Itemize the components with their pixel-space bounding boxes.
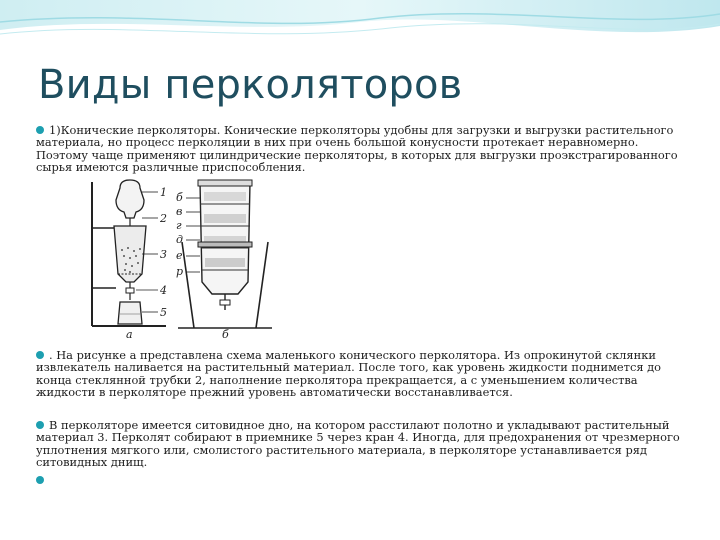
bullet-icon (36, 126, 44, 134)
figure-label-1: 1 (160, 186, 167, 199)
paragraph-sieve-bottom (36, 419, 686, 469)
percolator-diagram-b (172, 178, 282, 340)
figure-label-4: 4 (160, 284, 167, 297)
figure-caption-a: а (126, 328, 133, 341)
paragraph-figure-a-description (36, 349, 686, 399)
paragraph-text: В перколяторе имеется ситовидное дно, на котором расстилают полотно и укладывают растительный материал 3. Перколят собирают в приемнике 5 через кран 4. Иногда, для предохранения от чрезмерного уплотнения мягкого или, смолистого растительного материала, в перколяторе устанавливается ряд ситовидных днищ. (36, 418, 680, 470)
paragraph-text: 1)Конические перколяторы. Конические перколяторы удобны для загрузки и выгрузки растительного материала, но процесс перколяции в них при очень большой конусности протекает неравномерно. Поэтому чаще применяют цилиндрические перколяторы, в которых для выгрузки проэкстрагированного сырья имеются различные приспособления. (36, 123, 678, 175)
paragraph-conical-percolators (36, 124, 686, 174)
figure-label-g: г (176, 219, 182, 232)
slide-title: Виды перколяторов (38, 62, 463, 108)
paragraph-text: . На рисунке а представлена схема маленького конического перколятора. Из опрокинутой склянки извлекатель наливается на растительный материал. После того, как уровень жидкости поднимется до конца стеклянной трубки 2, наполнение перколятора прекращается, а с уменьшением количества жидкости в перколяторе прежний уровень автоматически восстанавливается. (36, 348, 662, 400)
bullet-icon (36, 421, 44, 429)
figure-label-r: р (176, 265, 184, 278)
figure-label-2: 2 (160, 212, 167, 225)
bullet-icon (36, 351, 44, 359)
figure-label-e: е (176, 249, 183, 262)
figure-label-v: в (176, 205, 183, 218)
paragraph-empty (36, 474, 686, 486)
figure-label-3: 3 (160, 248, 167, 261)
bullet-icon (36, 476, 44, 484)
figure-label-d: д (176, 233, 183, 246)
figure-label-5: 5 (160, 306, 167, 319)
top-wave-decoration (0, 0, 720, 60)
figure-caption-b: б (222, 328, 229, 341)
figure-label-b: б (176, 191, 183, 204)
percolator-figure (86, 178, 266, 344)
